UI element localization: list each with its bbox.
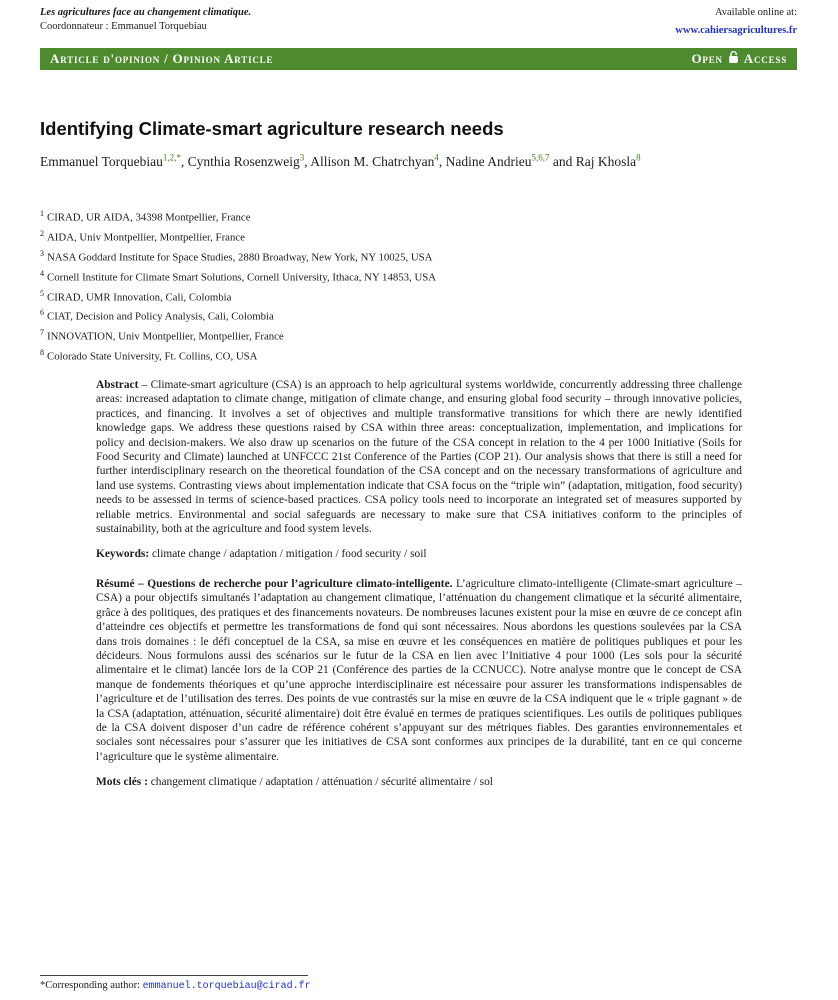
footnote-divider <box>40 975 308 976</box>
resume-text: L’agriculture climato-intelligente (Climate-smart agriculture – CSA) a pour objectifs simultanés l’adaptation au changement climatique, l’atténuation du changement climatique et la sécurité alimentaire, grâce à des politiques, des pratiques et des financements novateurs. De nombreuses lacunes existent pour la mise en œuvre de ce concept afin d’atteindre ces objectifs et permettre les transformations de fond qui sont nécessaires. Nous abordons les questions soulevées par la CSA dans trois domaines : le défi conceptuel de la CSA, sa mise en œuvre et les conséquences en matière de politiques publiques et pour les décideurs. Nous formulons aussi des scénarios sur le futur de la CSA en lien avec l’Initiative 4 pour 1000 (Les sols pour la sécurité alimentaire et le climat) lancée lors de la COP 21 (Conférence des parties de la CCNUCC). Notre analyse montre que le concept de CSA manque de fondements théoriques et qu’une approche interdisciplinaire est nécessaire pour assurer les transformations indispensables de l’agriculture et de l’utilisation des terres. Des points de vue contrastés sur la mise en œuvre de la CSA indiquent que le « triple gagnant » de la CSA (adaptation, atténuation, sécurité alimentaire) doit être évalué en termes de pratiques scientifiques. Les outils de politiques publiques de la CSA doivent disposer d’un cadre de référence cohérent s’appuyant sur des métriques fiables. Des garanties environnementales et sociales sont nécessaires pour s’assurer que les initiatives de CSA sont conformes aux principes de la durabilité, tant en ce qui concerne l’agriculture que le système alimentaire. <box>96 577 742 763</box>
affiliation: $^3$ NASA Goddard Institute for Space Studies, 2880 Broadway, New York, NY 10025, USA <box>40 248 433 264</box>
affiliation: $^2$ AIDA, Univ Montpellier, Montpellier, France <box>40 228 245 244</box>
abstract-label: Abstract <box>96 379 139 391</box>
page-title: Identifying Climate-smart agriculture research needs <box>40 118 504 140</box>
affiliation: $^7$ INNOVATION, Univ Montpellier, Montpellier, France <box>40 328 284 343</box>
abstract-text: – Climate-smart agriculture (CSA) is an approach to help agricultural systems worldwide, concurrently addressing three challenge areas: increased adaptation to climate change, mitigation of climate change, and ensuring global food security – through innovative policies, practices, and financing. It involves a set of objectives and multiple transformative transitions for which there are newly identified knowledge gaps. We address these questions raised by CSA within three areas: conceptualization, implementation, and implications for policy and decision-makers. We also draw up scenarios on the future of the CSA concept in relation to the 4 per 1000 Initiative (Soils for Food Security and Climate) launched at UNFCCC 21st Conference of the Parties (COP 21). Our analysis shows that there is still a need for further interdisciplinary research on the theoretical foundation of the CSA concept and on the necessary transformations of agriculture and land use systems. Contrasting views about implementation indicate that CSA focus on the “triple win” (adaptation, mitigation, food security) needs to be assessed in terms of science-based practices. CSA policy tools need to incorporate an integrated set of measures supported by reliable metrics. Environmental and social safeguards are necessary to make sure that CSA initiatives conform to the principles of sustainability, both at the agriculture and food system levels. <box>96 379 742 536</box>
author-affil-superscript: 8 <box>636 152 641 163</box>
author: , Allison M. Chatrchyan$^4$ <box>304 152 439 169</box>
available-online-label: Available online at: <box>714 7 797 18</box>
affiliation: $^8$ Colorado State University, Ft. Collins, CO, USA <box>40 348 258 363</box>
open-access-badge <box>691 50 787 68</box>
keywords-text: climate change / adaptation / mitigation / food security / soil <box>149 548 427 561</box>
affiliation: $^6$ CIAT, Decision and Policy Analysis, Cali, Colombia <box>40 308 274 324</box>
author: , Nadine Andrieu$^{5,6,7}$ <box>438 152 550 169</box>
corresponding-author-footnote <box>40 975 311 994</box>
corresponding-author-label: *Corresponding author: <box>40 980 143 991</box>
keywords-label: Keywords: <box>96 548 150 561</box>
author: and Raj Khosla$^8$ <box>549 152 641 169</box>
affiliation: $^4$ Cornell Institute for Climate Smart Solutions, Cornell University, Ithaca, NY 14853, USA <box>40 268 437 284</box>
resume-paragraph <box>96 577 742 764</box>
affiliation: $^1$ CIRAD, UR AIDA, 34398 Montpellier, France <box>40 209 251 224</box>
abstract-section <box>96 378 742 790</box>
author: Emmanuel Torquebiau$^{1,2,*}$ <box>40 152 181 169</box>
series-block <box>40 6 251 34</box>
journal-website-link[interactable]: www.cahiersagricultures.fr <box>675 25 797 36</box>
author-affil-superscript: 5,6,7 <box>531 152 550 163</box>
author-affil-superscript: 4 <box>434 152 439 163</box>
keywords-line <box>96 547 742 561</box>
author-affil-superscript: 1,2,* <box>162 152 181 163</box>
affiliation: $^5$ CIRAD, UMR Innovation, Cali, Colombia <box>40 288 232 304</box>
author-affil-superscript: 3 <box>299 152 305 163</box>
author: , Cynthia Rosenzweig$^3$ <box>180 152 305 169</box>
open-lock-icon <box>728 50 739 68</box>
page-header <box>40 6 797 38</box>
mots-cles-text: changement climatique / adaptation / atténuation / sécurité alimentaire / sol <box>147 776 493 789</box>
article-type-label: Article d'opinion / Opinion Article <box>50 51 274 66</box>
author-list <box>40 152 688 172</box>
article-type-banner <box>40 48 797 70</box>
affiliation-list <box>40 206 778 365</box>
abstract-paragraph <box>96 378 742 536</box>
series-title: Les agricultures face au changement climatique. <box>40 7 252 18</box>
available-online-block <box>675 6 797 38</box>
mots-cles-label: Mots clés : <box>96 776 148 789</box>
corresponding-author-email-link[interactable]: emmanuel.torquebiau@cirad.fr <box>142 981 311 992</box>
open-access-open-word: Open <box>691 51 723 66</box>
mots-cles-line <box>96 775 742 789</box>
resume-label: Résumé – Questions de recherche pour l’agriculture climato-intelligente. <box>96 577 453 590</box>
series-coordinator: Coordonnateur : Emmanuel Torquebiau <box>40 21 207 32</box>
open-access-access-word: Access <box>743 51 787 66</box>
